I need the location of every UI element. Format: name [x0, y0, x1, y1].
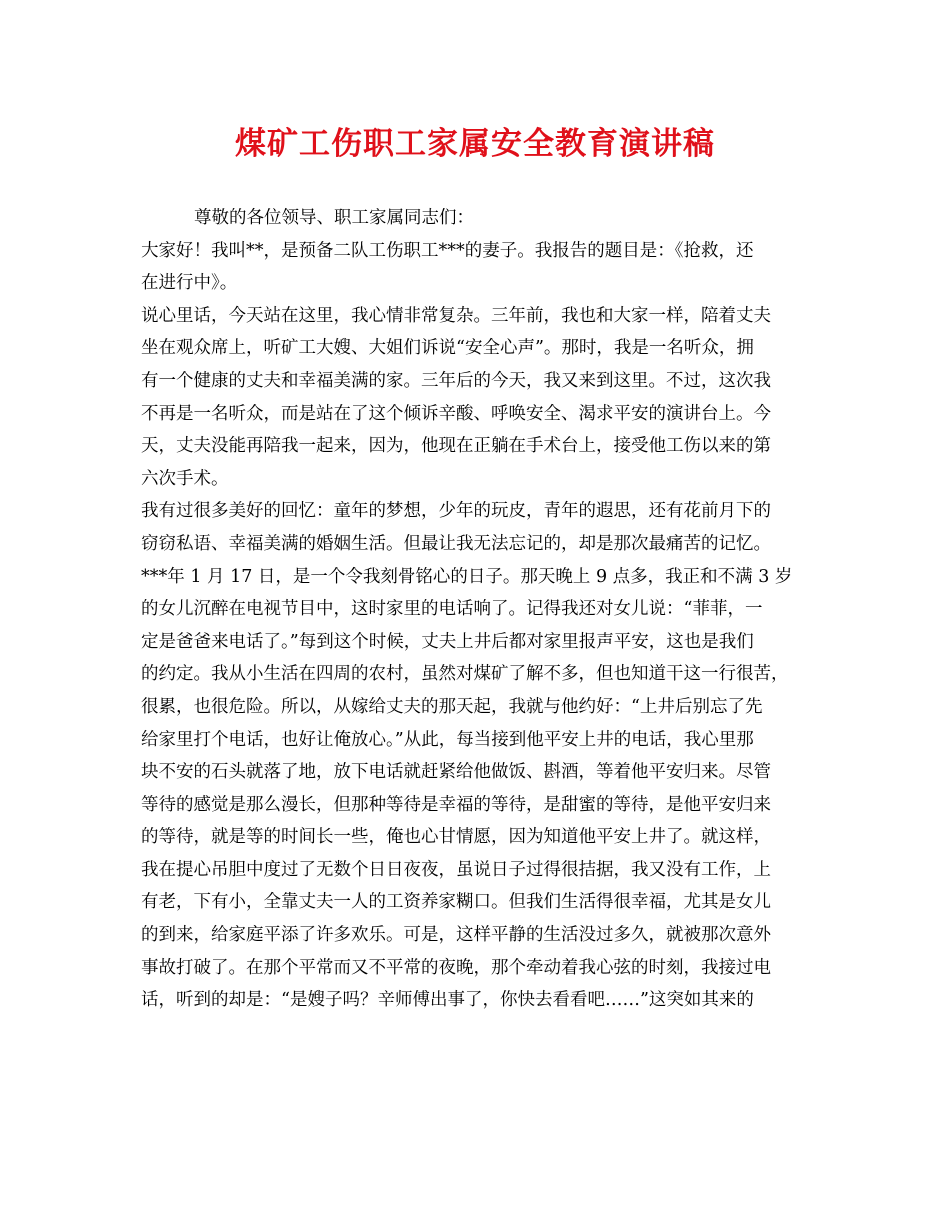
- text-line: 话，听到的却是：“是嫂子吗？辛师傅出事了，你快去看看吧……”这突如其来的: [141, 990, 754, 1011]
- text-line: 定是爸爸来电话了。”每到这个时候，丈夫上井后都对家里报声平安，这也是我们: [141, 631, 754, 652]
- text-line: 窃窃私语、幸福美满的婚姻生活。但最让我无法忘记的，却是那次最痛苦的记忆。: [141, 533, 771, 554]
- text-line: 有一个健康的丈夫和幸福美满的家。三年后的今天，我又来到这里。不过，这次我: [141, 370, 771, 391]
- text-line: 不再是一名听众，而是站在了这个倾诉辛酸、呼唤安全、渴求平安的演讲台上。今: [141, 403, 771, 424]
- text-line: 有老，下有小，全靠丈夫一人的工资养家糊口。但我们生活得很幸福，尤其是女儿: [141, 892, 771, 913]
- text-line: 给家里打个电话，也好让俺放心。”从此，每当接到他平安上井的电话，我心里那: [141, 729, 754, 750]
- text-line: 在进行中》。: [141, 273, 238, 294]
- text-line: 说心里话，今天站在这里，我心情非常复杂。三年前，我也和大家一样，陪着丈夫: [141, 305, 771, 326]
- text-line: 我在提心吊胆中度过了无数个日日夜夜，虽说日子过得很拮据，我又没有工作，上: [141, 859, 771, 880]
- text-line: 的女儿沉醉在电视节目中，这时家里的电话响了。记得我还对女儿说：“菲菲，一: [141, 599, 763, 620]
- text-line: ***年 1 月 17 日，是一个令我刻骨铭心的日子。那天晚上 9 点多，我正和不满 3 岁: [141, 566, 793, 587]
- text-line: 的等待，就是等的时间长一些，俺也心甘情愿，因为知道他平安上井了。就这样，: [141, 827, 771, 848]
- text-line: 等待的感觉是那么漫长，但那种等待是幸福的等待，是甜蜜的等待，是他平安归来: [141, 794, 771, 815]
- text-line: 天，丈夫没能再陪我一起来，因为，他现在正躺在手术台上，接受他工伤以来的第: [141, 436, 771, 457]
- text-line: 的约定。我从小生活在四周的农村，虽然对煤矿了解不多，但也知道干这一行很苦，: [141, 664, 789, 685]
- document-title: 煤矿工伤职工家属安全教育演讲稿: [235, 126, 715, 162]
- text-line: 的到来，给家庭平添了许多欢乐。可是，这样平静的生活没过多久，就被那次意外: [141, 925, 771, 946]
- text-line: 六次手术。: [141, 468, 229, 489]
- salutation-line: 尊敬的各位领导、职工家属同志们：: [194, 208, 474, 228]
- text-line: 坐在观众席上，听矿工大嫂、大姐们诉说“安全心声”。那时，我是一名听众，拥: [141, 338, 754, 359]
- text-line: 大家好！我叫**，是预备二队工伤职工***的妻子。我报告的题目是：《抢救，还: [141, 240, 754, 261]
- text-line: 块不安的石头就落了地，放下电话就赶紧给他做饭、斟酒，等着他平安归来。尽管: [141, 762, 771, 783]
- text-line: 很累，也很危险。所以，从嫁给丈夫的那天起，我就与他约好：“上井后别忘了先: [141, 696, 763, 717]
- text-line: 事故打破了。在那个平常而又不平常的夜晚，那个牵动着我心弦的时刻，我接过电: [141, 957, 771, 978]
- document-body: [141, 202, 816, 1017]
- text-line: 我有过很多美好的回忆：童年的梦想，少年的玩皮，青年的遐思，还有花前月下的: [141, 501, 771, 522]
